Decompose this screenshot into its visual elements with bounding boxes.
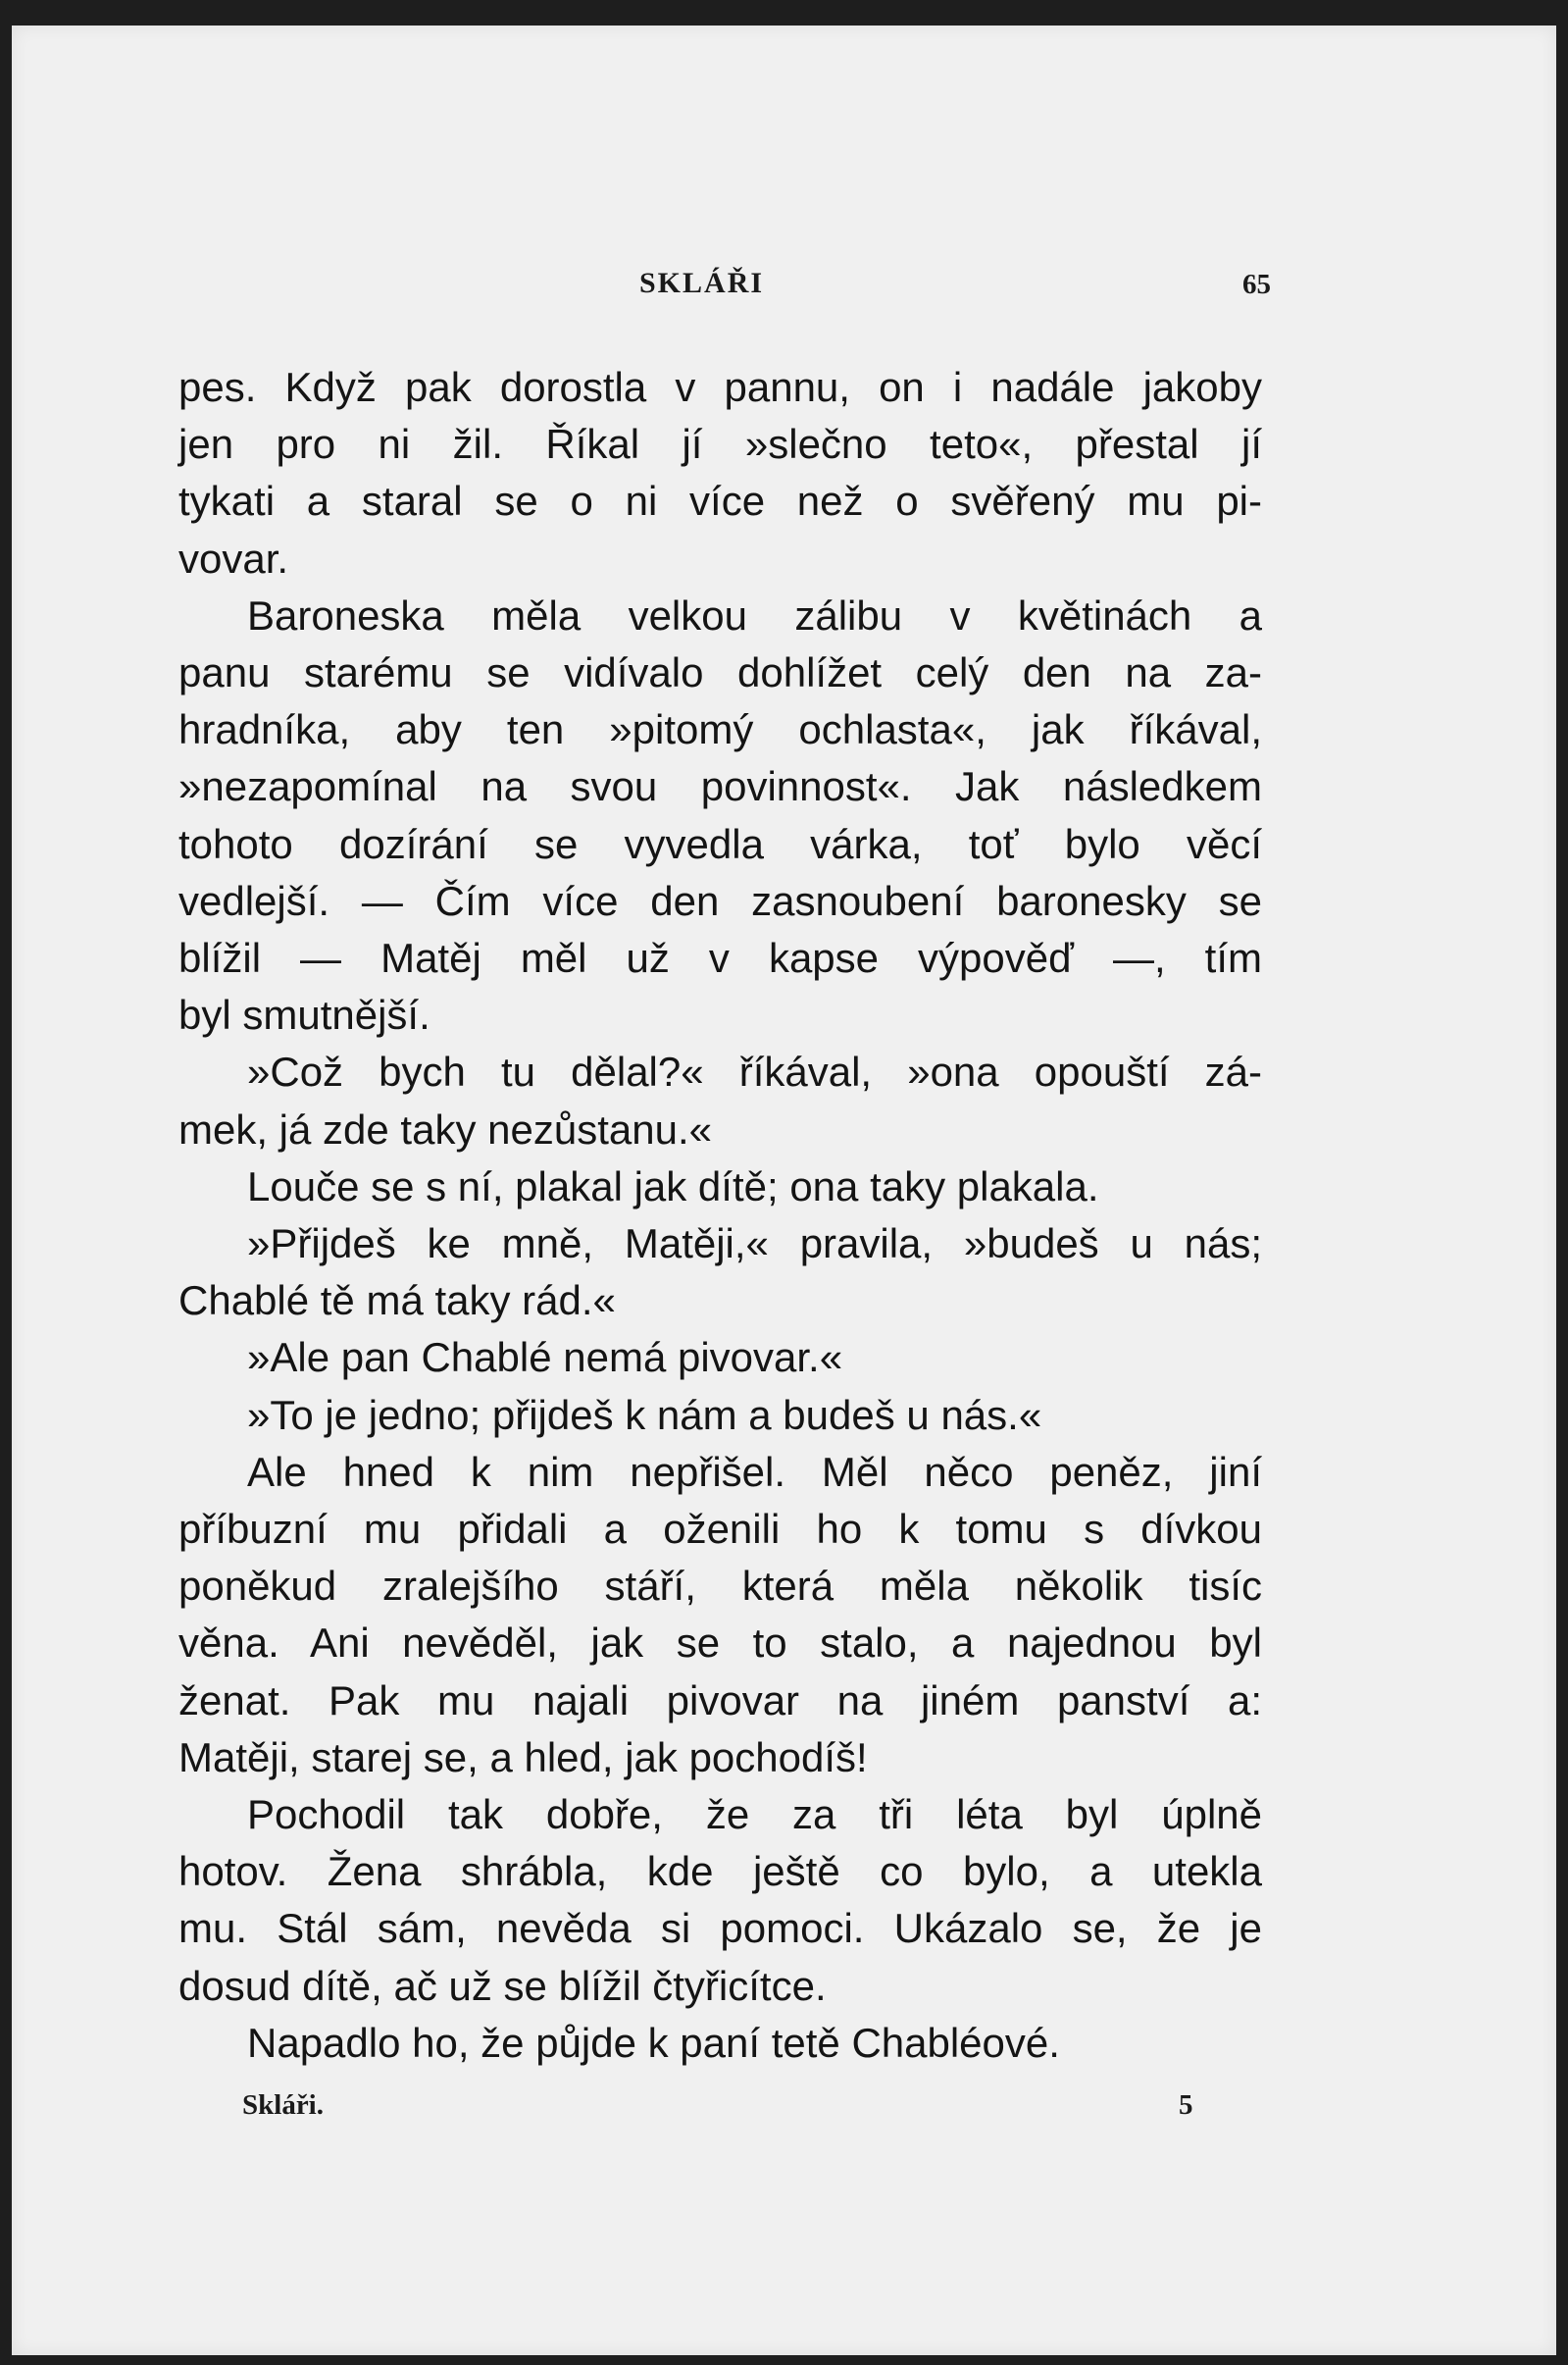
text-line: »To je jedno; přijdeš k nám a budeš u nás.« [247, 1391, 1042, 1438]
text-line: Napadlo ho, že půjde k paní tetě Chabléové. [247, 2019, 1060, 2066]
paragraph [178, 1158, 1262, 1215]
text-line: poněkud zralejšího stáří, která měla několik tisíc [178, 1563, 1262, 1610]
text-line: jen pro ni žil. Říkal jí »slečno teto«, přestal jí [178, 421, 1262, 468]
text-line: Matěji, starej se, a hled, jak pochodíš! [178, 1733, 868, 1780]
text-line: »nezapomínal na svou povinnost«. Jak následkem [178, 763, 1262, 810]
paragraph [178, 588, 1262, 1045]
text-line: příbuzní mu přidali a oženili ho k tomu s dívkou [178, 1506, 1262, 1553]
text-line: Baroneska měla velkou zálibu v květinách a [247, 591, 1262, 639]
text-line: »Přijdeš ke mně, Matěji,« pravila, »budeš u nás; [247, 1220, 1262, 1267]
text-line: byl smutnější. [178, 992, 430, 1039]
text-line: panu starému se vidívalo dohlížet celý den na za- [178, 649, 1262, 696]
text-line: vovar. [178, 535, 289, 582]
paragraph [178, 1387, 1262, 1444]
text-line: »Ale pan Chablé nemá pivovar.« [247, 1334, 843, 1381]
text-line: blížil — Matěj měl už v kapse výpověď —, tím [178, 935, 1262, 982]
paragraph [178, 2015, 1262, 2072]
paragraph [178, 1786, 1262, 2015]
paragraph [178, 1444, 1262, 1786]
paragraph [178, 1329, 1262, 1386]
book-page [12, 26, 1556, 2355]
text-line: Ale hned k nim nepřišel. Měl něco peněz, jiní [247, 1448, 1262, 1495]
text-line: hradníka, aby ten »pitomý ochlasta«, jak říkával, [178, 706, 1262, 753]
text-line: dosud dítě, ač už se blížil čtyřicítce. [178, 1962, 827, 2009]
running-title: SKLÁŘI [639, 267, 765, 299]
page-number: 65 [1242, 269, 1271, 300]
text-line: tykati a staral se o ni více než o svěřený mu pi- [178, 478, 1262, 525]
text-line: tohoto dozírání se vyvedla várka, toť bylo věcí [178, 820, 1262, 867]
text-line: »Což bych tu dělal?« říkával, »ona opouští zá- [247, 1049, 1262, 1096]
text-line: mu. Stál sám, nevěda si pomoci. Ukázalo se, že je [178, 1905, 1262, 1952]
text-line: Chablé tě má taky rád.« [178, 1277, 616, 1324]
paragraph [178, 1044, 1262, 1157]
text-body [178, 359, 1262, 2072]
text-line: Pochodil tak dobře, že za tři léta byl úplně [247, 1791, 1262, 1838]
paragraph [178, 1215, 1262, 1329]
text-line: věna. Ani nevěděl, jak se to stalo, a najednou byl [178, 1620, 1262, 1667]
signature-number: 5 [1179, 2089, 1193, 2121]
text-line: Louče se s ní, plakal jak dítě; ona taky plakala. [247, 1162, 1099, 1209]
paragraph [178, 359, 1262, 588]
text-line: ženat. Pak mu najali pivovar na jiném panství a: [178, 1676, 1262, 1723]
text-line: vedlejší. — Čím více den zasnoubení baronesky se [178, 877, 1262, 924]
text-line: pes. Když pak dorostla v pannu, on i nadále jakoby [178, 364, 1262, 410]
printer-signature: Skláři. [242, 2089, 324, 2121]
text-line: mek, já zde taky nezůstanu.« [178, 1105, 712, 1153]
text-line: hotov. Žena shrábla, kde ještě co bylo, a utekla [178, 1848, 1262, 1895]
